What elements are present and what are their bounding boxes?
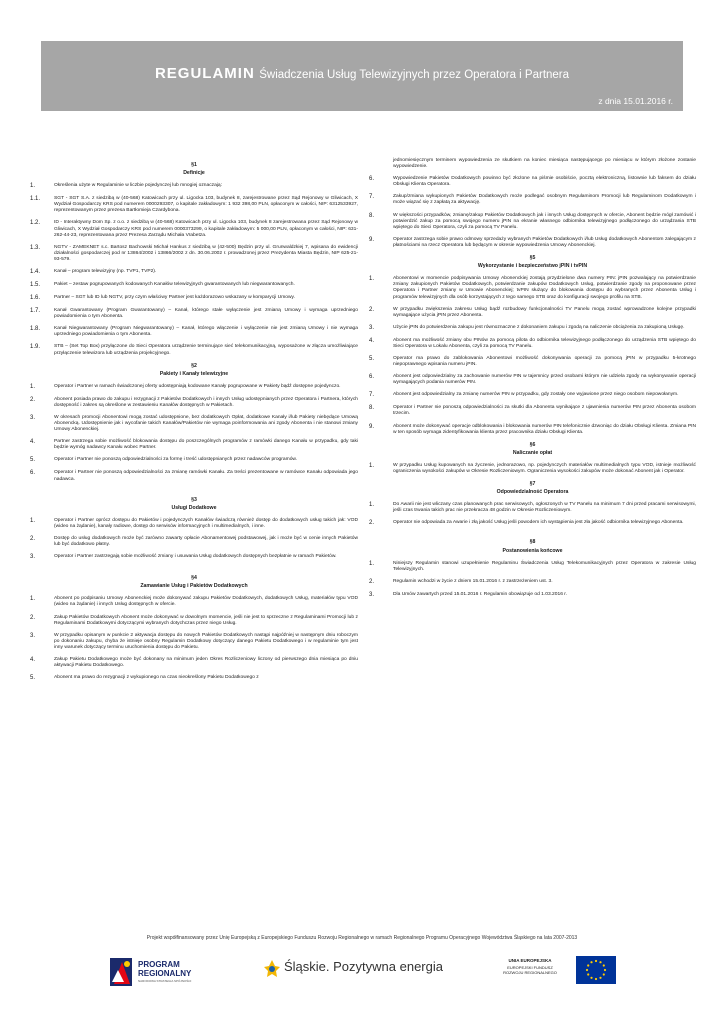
document-date: z dnia 15.01.2016 r.: [598, 96, 673, 106]
eu-star-icon: [603, 973, 605, 975]
list-item: [369, 338, 696, 350]
list-item-text: Niniejszy Regulamin stanowi uzupełnienie Regulaminu Świadczenia Usług Telekomunikacyjnych przez Operatora w zakresie Usług Telewizyjnych.: [393, 560, 696, 572]
section-number: §4: [191, 575, 197, 582]
list-item-text: Określenia użyte w Regulaminie w liczbie pojedynczej lub mnogiej oznaczają:: [54, 183, 222, 189]
list-item-text: Operator i Partner oprócz dostępu do Pakietów i pojedynczych Kanałów świadczą również dostęp do dodatkowych usług takich jak: VOD (wideo na żądanie), kanały radiowe, dostęp do serwisów informacyjnych i multimedialnych, i inne.: [54, 517, 358, 529]
list-item-text: Abonent jest odpowiedzialny za zmianę numerów PIN w przypadku, gdy zostały one wyjawione przez niego osobom niepowołanym.: [393, 392, 679, 398]
list-item-text: Abonentowi w momencie podpisywania Umowy Abonenckiej zostają przydzielone dwa numery PIN: jPIN pozwalający na potwierdzanie zmiany zakupionych Pakietów Dodatkowych, potwierdzanie zakupów Dodatkowych Usług, potwierdzanie zgody na proponowane przez Operatora i Partner zmiany w Umowie Abonenckiej; tvPIN służący do blokowania dostępu do wybranych przez Abonenta Usług i programów telewizyjnych dla osób korzystających z tego samego STB oraz do konfiguracji swojego profilu na STB.: [393, 276, 696, 300]
list-item: [30, 615, 358, 627]
section-number: §3: [191, 496, 197, 503]
list-item-number: 3.: [30, 554, 36, 561]
section-4-continued: jednomiesięcznym terminem wypowiedzenia ze skutkiem na koniec miesiąca następującego po miesiącu w którym złożone zostanie wypowiedzenie.: [393, 158, 696, 170]
list-item-number: 4.: [369, 337, 375, 344]
list-item: [369, 374, 696, 386]
program-regionalny-logo: [108, 952, 228, 992]
list-item: [30, 326, 358, 338]
list-item-number: 1.1.: [30, 196, 41, 203]
list-item-number: 1.: [369, 276, 375, 283]
list-item-text: Wypowiedzenie Pakietów Dodatkowych powinno być złożone na piśmie osobiście, pocztą elektroniczną, listownie lub faksem do działu Obsługi Klienta Operatora.: [393, 176, 696, 188]
section-title: Usługi Dodatkowe: [171, 504, 217, 511]
list-item-number: 8.: [369, 405, 375, 412]
list-item-text: Zakup Pakietu Dodatkowego może być dokonany na minimum jeden Okres Rozliczeniowy liczony od pierwszego dnia miesiąca po dniu aktywacji Pakietu Dodatkowego.: [54, 657, 358, 669]
program-regionalny-emblem-icon: [108, 954, 136, 990]
list-item-number: 2.: [369, 520, 375, 527]
list-item: [30, 415, 358, 433]
header-banner: [41, 41, 683, 111]
title-subtitle: Świadczenia Usług Telewizyjnych przez Operatora i Partnera: [259, 69, 570, 81]
list-item-text: Kanał – program telewizyjny (np. TVP1, TVP2).: [54, 269, 157, 275]
list-item: [30, 183, 358, 190]
list-item-number: 9.: [369, 236, 375, 243]
list-item-number: 1.: [30, 183, 36, 190]
list-item-number: 2.: [30, 614, 36, 621]
footer-logos: [0, 952, 724, 992]
list-item: [369, 405, 696, 417]
section-title: Naliczanie opłat: [512, 449, 553, 456]
list-item-number: 1.: [30, 517, 36, 524]
list-item-text: W przypadku zwiększenia zakresu Usług bądź rozbudowy funkcjonalności TV Panelu mogą zostać wprowadzone kolejne przypadki wymagające użycia jPIN przez Abonenta.: [393, 306, 696, 318]
list-item-number: 1.4.: [30, 269, 41, 276]
eu-union-text: UNIA EUROPEJSKA: [508, 958, 552, 963]
section-number: §8: [529, 539, 536, 546]
list-item-text: Zakup Pakietów Dodatkowych Abonent może dokonywać w dowolnym momencie, jeśli nie jest to sprzeczne z Regulaminami Promocji lub z Regulaminami Dodatkowymi dotyczącymi wybranych dotychczas przez niego Usług.: [54, 614, 358, 626]
list-item-text: Dla Umów zawartych przed 15.01.2016 r. Regulamin obowiązuje od 1.03.2016 r.: [393, 591, 567, 597]
list-item-text: Partner – SGT lub ID lub NGTV, przy czym właściwy Partner jest każdorazowo wskazany w komparycji Umowy.: [54, 295, 295, 301]
list-item-number: 1.: [369, 502, 375, 509]
list-item: [369, 561, 696, 573]
list-item-number: 1.7.: [30, 308, 41, 315]
section-title: Definicje: [183, 170, 205, 177]
list-item: [30, 269, 358, 276]
list-item-number: 1.: [369, 462, 375, 469]
list-item-text: Dostęp do usług dodatkowych może być zarówno zawarty opłacie Abonamentowej podstawowej, jak i może być w cenie innych Pakietów lub być dodatkowo płatny.: [54, 536, 358, 548]
list-item: [369, 325, 696, 332]
list-item: [369, 579, 696, 586]
list-item: [30, 196, 358, 214]
list-item-text: Abonent ma prawo do rezygnacji z wykupionego na czas nieokreślony Pakietu Dodatkowego z: [54, 675, 259, 681]
list-item-text: STB – (Set Top Box) przyłączone do Sieci Operatora urządzenie terminujące sieć telekomunikacyjną, wyposażone w złącza umożliwiające przyłączenie telewizora lub urządzenia projekcyjnego.: [54, 344, 358, 356]
section-2-list: [30, 384, 358, 483]
eu-fund-line2: ROZWOJU REGIONALNEGO: [503, 970, 557, 975]
list-item-number: 1.5.: [30, 282, 41, 289]
list-item-text: Operator nie odpowiada za Awarie i złą jakość Usług jeśli powodem ich wystąpienia jest zła jakość odbiornika telewizyjnego Abonenta.: [393, 520, 684, 526]
section-4-list: [30, 596, 358, 682]
list-item-number: 2.: [30, 536, 36, 542]
list-item: [30, 282, 358, 289]
list-item-number: 4.: [30, 439, 36, 446]
slaskie-logo: [262, 952, 462, 992]
section-6-list: [369, 463, 696, 475]
list-item: [369, 520, 696, 527]
list-item: [369, 194, 696, 206]
list-item: [30, 220, 358, 238]
logo-regionalny-text: REGIONALNY: [138, 969, 192, 978]
eu-star-icon: [587, 964, 589, 966]
list-item-text: Operator ma prawo do zablokowania Abonentowi możliwość dokonywania operacji za pomocą jPIN w przypadku 5-krotnego niepoprawnego wpisania numeru jPIN.: [393, 355, 696, 368]
list-item-text: SGT - SGT S.A. z siedzibą w (40-568) Katowicach przy ul. Ligocka 103, budynek 8, zarejestrowane przez Sąd Rejonowy w Gliwicach, X Wydział Gospodarczy KRS pod numerem 0000293307, o kapitale zakładowym: 1 932 398,00 PLN, opłaconym w całości, NIP: 6312533927, reprezentowanym przez prezesa Bartłomieja Czardybona.: [54, 196, 358, 214]
list-item-number: 9.: [369, 423, 375, 430]
list-item: [369, 424, 696, 436]
list-item-text: W większości przypadków, zmianę/zakup Pakietów Dodatkowych jak i innych Usług dostępnych w ofercie, Abonent będzie mógł zamówić i potwierdzić zakup za pomocą swojego numeru jPIN na ekranie własnego odbiornika telewizyjnego podłączonego do urządzania STB wpiętego do Sieci Operatora, czyli za pomocą TV Panelu.: [393, 212, 696, 230]
list-item: [369, 307, 696, 319]
section-number: §5: [529, 255, 536, 262]
list-item: [30, 439, 358, 451]
list-item-number: 7.: [369, 392, 375, 399]
section-number: §1: [191, 162, 197, 168]
list-item: [30, 657, 358, 669]
list-item-text: ID - Interaktywny Dom Sp. z o.o. z siedzibą w (40-568) Katowicach przy ul. Ligocka 103, budynek 8 zarejestrowana przez Sąd Rejonowy w Gliwicach, X Wydział Gospodarczy KRS pod numerem 0000373299, o kapitale zakładowym: 5 000,00 PLN, opłaconym w całości, NIP: 631-262-44-23, reprezentowana przez Prezesa Zarządu Michała Vrabetza.: [54, 220, 358, 238]
list-item: [30, 245, 358, 263]
list-item: [369, 392, 696, 399]
eu-star-icon: [590, 961, 592, 963]
list-item-text: NGTV - ZAMEKNET s.c. Bartosz Bachowski Michał Hankus z siedzibą w (42-500) Będzin przy ul. Grunwaldzkiej 7, wpisana do ewidencji działalności gospodarczej pod nr 13864/2002 i 13866/2002 z dn. 30.06.2002 r. prowadzonej przez Prezydenta Miasta Będzin, NIP 625-21-93-579.: [54, 244, 358, 262]
slaskie-emblem-icon: [262, 958, 282, 982]
list-item-text: Pakiet – zestaw pogrupowanych kodowanych Kanałów telewizyjnych gwarantowanych lub niegwarantowanych.: [54, 282, 295, 288]
section-title: Pakiety i Kanały telewizyjne: [159, 370, 229, 377]
list-item-text: W przypadku opisanym w punkcie 2 aktywacja dostępu do nowych Pakietów Dodatkowych nastąpi najpóźniej w następnym dniu roboczym po dokonaniu zakupu, chyba że istnieje osobny Regulamin Dodatkowy dotyczący danego Pakietu Dodatkowego i w regulaminie tym jest inny warunek dotyczący terminu uruchomienia dostępu do Pakietu.: [54, 632, 358, 650]
list-item: [369, 592, 696, 599]
list-item-number: 4.: [30, 657, 36, 664]
list-item-number: 1.8.: [30, 326, 41, 333]
list-item: [369, 463, 696, 475]
list-item: [30, 470, 358, 482]
list-item: [30, 295, 358, 302]
list-item-number: 2.: [369, 578, 375, 585]
list-item-text: Abonent po podpisaniu Umowy Abonenckiej może dokonywać zakupu Pakietów Dodatkowych, dodatkowych Usług, materiałów typu VOD (wideo na żądanie) i innych Usług dostępnych w ofercie.: [54, 596, 358, 608]
list-item-number: 1.3.: [30, 244, 41, 251]
section-number: §2: [191, 362, 197, 369]
eu-star-icon: [599, 961, 601, 963]
list-item-number: 7.: [369, 194, 375, 201]
list-item: [30, 397, 358, 409]
list-item-number: 1.: [30, 596, 36, 603]
title-main: REGULAMIN: [154, 65, 255, 82]
list-item-text: Operator zastrzega sobie prawo odmowy sprzedaży wybranych Pakietów Dodatkowych i/lub Usług dodatkowych Abonentom zalegającym z płatnościami na rzecz Operatora lub będącym w okresie wypowiedzenia Umowy Abonenckiej.: [393, 236, 696, 248]
list-item: [30, 308, 358, 320]
list-item: [30, 384, 358, 391]
list-item-text: Operator i Partner w ramach świadczonej oferty udostępniają kodowane Kanały pogrupowane w Pakiety bądź dostępne pojedynczo.: [54, 383, 341, 389]
list-item-text: W okresach promocji Abonentowi mogą zostać udostępnione, bez dodatkowych Opłat, dodatkowe Kanały i/lub Pakiety niebędące Umową Abonencką. Udostępnienie jak i wycofanie takich Kanałów/Pakietów nie wymaga poinformowania ani zgody Abonenta i nie stanowi zmiany Umowy Abonenckiej.: [54, 414, 358, 433]
cofinancing-note: Projekt współfinansowany przez Unię Europejską z Europejskiego Funduszu Rozwoju Regionalnego w ramach Regionalnego Programu Operacyjnego Województwa Śląskiego na lata 2007-2013: [146, 935, 578, 941]
list-item: [30, 596, 358, 608]
list-item-text: Abonent może dokonywać operacje odblokowania i blokowania numerów PIN telefonicznie dzwoniąc do działu Obsługi Klienta. Zmiana PIN w ten sposób wymaga zidentyfikowania klienta przez pracownika działu Obsługi Klienta.: [393, 423, 696, 435]
list-item-text: Operator i Partner zastrzegają sobie możliwość zmiany i usuwania Usług dodatkowych dostępnych bezpłatnie w ramach Pakietów.: [54, 554, 337, 560]
list-item-number: 3.: [30, 632, 36, 639]
section-title: Zamawianie Usług i Pakietów Dodatkowych: [140, 583, 248, 590]
list-item-number: 5.: [30, 675, 36, 682]
list-item-number: 3.: [369, 324, 375, 331]
list-item-text: Operator i Partner nie ponoszą odpowiedzialności za formę i treść udostępnianych przez nadawców programów.: [54, 457, 298, 463]
slaskie-text: Śląskie. Pozytywna energia: [284, 959, 443, 974]
list-item: [369, 176, 696, 188]
list-item-text: W przypadku Usług kupowanych na życzenie, jednorazowo, np. pojedynczych materiałów multimedialnych typu VOD, istnieje możliwość ograniczenia wysokości zakupów w Okresie Rozliczeniowym. Ograniczenia wysokości zakupów może dokonać Abonent jak i Operator.: [393, 462, 696, 474]
section-1-list: [30, 183, 358, 356]
list-item-number: 6.: [369, 176, 375, 183]
list-item-number: 1.: [369, 560, 375, 567]
list-item-number: 1.: [30, 383, 36, 390]
list-item-number: 2.: [369, 306, 375, 313]
section-7-list: [369, 502, 696, 527]
list-item-number: 3.: [30, 414, 36, 421]
eu-star-icon: [604, 969, 606, 971]
eu-star-icon: [595, 960, 597, 962]
eu-star-icon: [590, 977, 592, 979]
list-item-number: 3.: [369, 591, 375, 598]
list-item-number: 1.2.: [30, 220, 41, 227]
list-item-number: 5.: [30, 457, 36, 464]
section-title: Odpowiedzialność Operatora: [496, 489, 569, 496]
list-item-text: Operator i Partner nie ponoszą odpowiedzialności za zmianę ramówki Kanału. Za treści prezentowane w ramówce Kanału odpowiada jego nadawca.: [54, 470, 358, 482]
list-item-number: 6.: [369, 374, 375, 381]
eu-flag-icon: [576, 956, 616, 984]
list-item: [369, 237, 696, 249]
list-item-text: Do Awarii nie jest wliczany czas planowanych prac serwisowych, ogłoszonych w TV Panelu na minimum 7 dni przed pracami serwisowymi, jeśli czas trwania takich prac nie przekracza 48 godzin w Okresie Rozliczeniowym.: [393, 502, 696, 514]
list-item-number: 6.: [30, 470, 36, 477]
section-5-list: [369, 276, 696, 436]
eu-star-icon: [599, 977, 601, 979]
list-item: [30, 344, 358, 356]
left-column: [30, 158, 358, 688]
eu-logo: [488, 952, 616, 992]
eu-fund-line1: EUROPEJSKI FUNDUSZ: [507, 965, 553, 970]
list-item-text: Abonent jest odpowiedzialny za zachowanie numerów PIN w tajemnicy przed osobami którym nie udziela zgody na wykonywanie operacji wymagających podania numerów PIN.: [393, 374, 696, 386]
list-item: [369, 276, 696, 300]
list-item: [369, 502, 696, 514]
eu-star-icon: [603, 964, 605, 966]
list-item-text: Kanał Gwarantowany (Program Gwarantowany) – Kanał, którego stałe wyłączenie jest zmianą Umowy i wymaga uprzedniego powiadomienia o tym Abonenta.: [54, 308, 358, 320]
list-item-text: Partner zastrzega sobie możliwość blokowania dostępu do poszczególnych programów z ramówki danego Kanału w przypadku, gdy taki będzie wymóg nadawcy Kanału wobec Partner.: [54, 439, 358, 451]
section-3-list: [30, 518, 358, 561]
list-item: [30, 518, 358, 530]
list-item: [30, 536, 358, 548]
list-item-number: 1.9.: [30, 344, 41, 351]
list-item: [30, 554, 358, 561]
list-item-text: Kanał Niegwarantowany (Program Niegwarantowany) – Kanał, którego włączenie i wyłączenie nie jest zmianą Umowy i nie wymaga uprzedniego powiadomienia o tym Abonenta.: [54, 326, 358, 338]
list-item: [30, 633, 358, 651]
eu-fund-text: [490, 965, 570, 975]
list-item-text: Abonent posiada prawo do zakupu i rezygnacji z Pakietów Dodatkowych i innych Usług udostępnianych przez Operatora i Partnera, których dostępność i zakres są określone w zestawieniu Kanałów dostępnych w Pakietach.: [54, 396, 358, 408]
list-item-number: 1.6.: [30, 295, 41, 302]
right-column: [369, 158, 696, 605]
list-item-text: Użycie jPIN do potwierdzenia zakupu jest równoznaczne z dokonaniem zakupu i zgodą na naliczenie obciążenia za zakupioną Usługę.: [393, 324, 685, 330]
eu-star-icon: [586, 969, 588, 971]
list-item-text: Abonent ma możliwość zmiany obu PINów za pomocą pilota do odbiornika telewizyjnego podłączonego do urządzenia STB wpiętego do Sieci Operatora w Lokalu Abonenta, czyli za pomocą TV Panelu.: [393, 337, 696, 349]
list-item-number: 2.: [30, 396, 36, 403]
section-number: §6: [529, 441, 536, 448]
eu-star-icon: [595, 978, 597, 980]
list-item: [30, 675, 358, 682]
list-item-number: 8.: [369, 212, 375, 219]
section-number: §7: [529, 481, 536, 488]
logo-strategy-text: NARODOWA STRATEGIA SPÓJNOŚCI: [138, 979, 192, 983]
list-item-text: Operator i Partner nie ponoszą odpowiedzialności za skutki dla Abonenta wynikające z ujawnienia numerów PIN przez Abonenta osobom trzecim.: [393, 405, 696, 417]
section-title: Postanowienia końcowe: [502, 547, 563, 554]
eu-star-icon: [587, 973, 589, 975]
list-item-text: Regulamin wchodzi w życie z dniem 15.01.2016 r. z zastrzeżeniem ust. 3.: [393, 578, 553, 584]
list-item-number: 5.: [369, 355, 375, 362]
section-title: Wykorzystanie i bezpieczeństwo jPIN i tvPIN: [477, 263, 588, 270]
list-item: [369, 356, 696, 368]
section-4-list-continued: [369, 176, 696, 249]
list-item: [30, 457, 358, 464]
document-title: [41, 65, 683, 83]
list-item-text: Zakup/zmiana wykupionych Pakietów Dodatkowych może podlegać osobnym Regulaminom Promocji lub Regulaminom Dodatkowym i może wiązać się z zapłatą za aktywację.: [393, 194, 696, 206]
list-item: [369, 213, 696, 231]
section-8-list: [369, 561, 696, 599]
logo-program-text: PROGRAM: [138, 960, 180, 969]
